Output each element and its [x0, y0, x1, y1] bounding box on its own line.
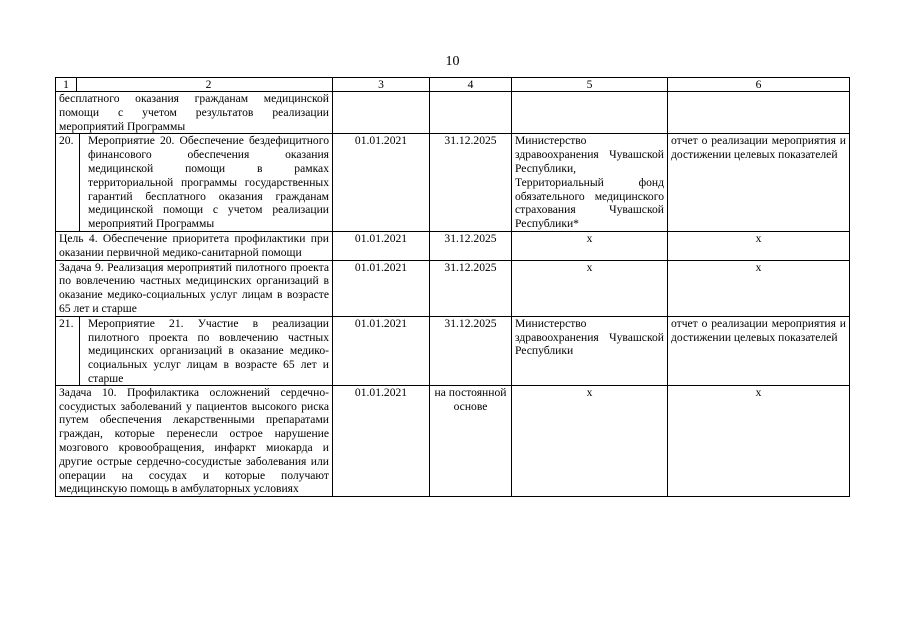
- row-executor: Министерство здравоохранения Чувашской Республики: [512, 316, 668, 385]
- row-result: х: [668, 231, 850, 260]
- row-result: отчет о реализации мероприятия и достижении целевых показателей: [668, 316, 850, 385]
- header-col-3: 3: [333, 78, 430, 92]
- table-row: [56, 92, 850, 134]
- row-end: 31.12.2025: [430, 260, 512, 316]
- row-executor: [512, 92, 668, 134]
- row-start: 01.01.2021: [333, 134, 430, 232]
- header-col-2: 2: [76, 77, 332, 92]
- row-text: Мероприятие 20. Обеспечение бездефицитного финансового обеспечения оказания медицинской помощи в рамках территориальной программы государственных гарантий бесплатного оказания гражданам медицинской помощи с учетом реализации мероприятий Программы: [79, 133, 332, 231]
- table-row: [56, 134, 850, 232]
- row-start: 01.01.2021: [333, 316, 430, 385]
- header-col-5: 5: [512, 78, 668, 92]
- row-executor: х: [512, 231, 668, 260]
- header-col-4: 4: [430, 78, 512, 92]
- row-start: 01.01.2021: [333, 231, 430, 260]
- row-number: 21.: [59, 316, 74, 330]
- table-header-row: [56, 78, 850, 92]
- row-text: бесплатного оказания гражданам медицинской помощи с учетом результатов реализации мероприятий Программы: [56, 92, 333, 134]
- row-start: [333, 92, 430, 134]
- row-end: [430, 92, 512, 134]
- table-row: [56, 316, 850, 385]
- row-text: Задача 9. Реализация мероприятий пилотного проекта по вовлечению частных медицинских организаций в оказание медико-социальных услуг лицам в возрасте 65 лет и старше: [56, 260, 333, 316]
- row-number: 20.: [59, 134, 74, 148]
- row-executor: х: [512, 260, 668, 316]
- row-end: 31.12.2025: [430, 316, 512, 385]
- row-start: 01.01.2021: [333, 260, 430, 316]
- table-row: [56, 385, 850, 496]
- row-executor: Министерство здравоохранения Чувашской Республики, Территориальный фонд обязательного медицинского страхования Чувашской Республики*: [512, 134, 668, 232]
- row-end: на постоянной основе: [430, 385, 512, 496]
- row-end: 31.12.2025: [430, 134, 512, 232]
- row-text: Задача 10. Профилактика осложнений сердечно-сосудистых заболеваний у пациентов высокого риска путем обеспечения лекарственными препаратами граждан, которые перенесли острое нарушение мозгового кровообращения, инфаркт миокарда и другие острые сердечно-сосудистые заболевания или операции на сосудах и которые получают медицинскую помощь в амбулаторных условиях: [56, 385, 333, 496]
- page-number: 10: [445, 54, 460, 69]
- header-col-6: 6: [668, 78, 850, 92]
- table-row: [56, 260, 850, 316]
- row-executor: х: [512, 385, 668, 496]
- row-result: х: [668, 260, 850, 316]
- table-row: [56, 231, 850, 260]
- measures-table: [55, 77, 850, 497]
- row-result: [668, 92, 850, 134]
- row-text: Цель 4. Обеспечение приоритета профилактики при оказании первичной медико-санитарной помощи: [56, 231, 333, 260]
- row-end: 31.12.2025: [430, 231, 512, 260]
- row-start: 01.01.2021: [333, 385, 430, 496]
- row-result: х: [668, 385, 850, 496]
- row-text: Мероприятие 21. Участие в реализации пилотного проекта по вовлечению частных медицинских организаций в оказание медико-социальных услуг лицам в возрасте 65 лет и старше: [79, 316, 332, 386]
- row-result: отчет о реализации мероприятия и достижении целевых показателей: [668, 134, 850, 232]
- header-col-1: 1: [63, 78, 69, 91]
